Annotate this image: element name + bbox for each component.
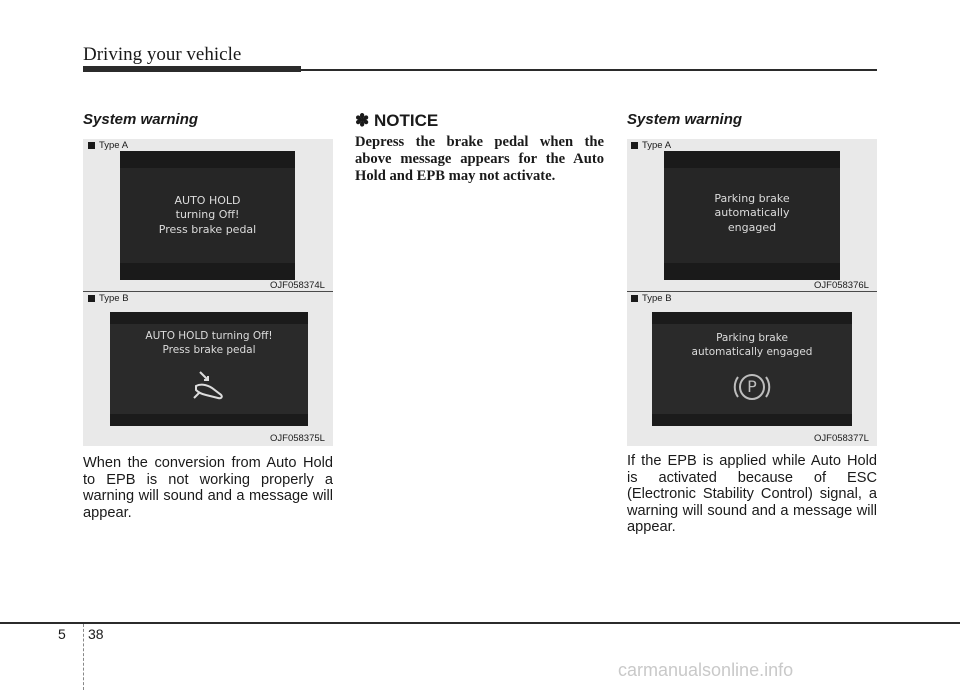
footer-rule xyxy=(0,622,960,624)
parking-brake-icon xyxy=(732,370,772,404)
right-body-paragraph: If the EPB is applied while Auto Hold is activated because of ESC (Electronic Stability Control) signal, a warning will sound and a message will appear. xyxy=(627,453,877,536)
left-section-heading: System warning xyxy=(83,111,199,128)
right-type-b-screen xyxy=(652,312,852,426)
screen-message: AUTO HOLD turning Off! Press brake pedal xyxy=(158,194,257,236)
left-type-a-screen xyxy=(120,151,295,280)
page-header-title: Driving your vehicle xyxy=(83,44,242,65)
right-type-a-code: OJF058376L xyxy=(814,280,869,291)
left-type-a-code: OJF058374L xyxy=(270,280,325,291)
screen-message: AUTO HOLD turning Off! Press brake pedal xyxy=(145,330,273,356)
header-rule-thin xyxy=(301,69,877,71)
left-body-paragraph: When the conversion from Auto Hold to EPB is not working properly a warning will sound and a message will appear. xyxy=(83,455,333,521)
bullet-square-icon xyxy=(88,142,95,149)
watermark: carmanualsonline.info xyxy=(618,660,794,680)
screen-message: Parking brake automatically engaged xyxy=(691,332,813,358)
notice-asterisk-icon: ✽ xyxy=(355,111,370,130)
notice-body: Depress the brake pedal when the above message appears for the Auto Hold and EPB may not activate. xyxy=(355,134,604,184)
footer-guide xyxy=(83,624,84,690)
left-type-b-code: OJF058375L xyxy=(270,433,325,444)
notice-heading: ✽ NOTICE xyxy=(355,111,439,130)
page-number: 38 xyxy=(88,626,104,642)
right-section-heading: System warning xyxy=(627,111,743,128)
bullet-square-icon xyxy=(88,295,95,302)
right-type-a-screen xyxy=(664,151,840,280)
right-type-a-label: Type A xyxy=(631,140,671,151)
right-type-b-code: OJF058377L xyxy=(814,433,869,444)
header-rule-thick xyxy=(83,66,301,72)
left-type-b-screen xyxy=(110,312,308,426)
bullet-square-icon xyxy=(631,142,638,149)
left-type-a-label: Type A xyxy=(88,140,128,151)
screen-message: Parking brake automatically engaged xyxy=(714,192,790,234)
figure-divider xyxy=(627,291,877,292)
foot-on-brake-pedal-icon xyxy=(190,368,230,404)
chapter-number: 5 xyxy=(58,626,66,642)
parking-brake-letter: P xyxy=(747,377,757,396)
figure-divider xyxy=(83,291,333,292)
bullet-square-icon xyxy=(631,295,638,302)
right-type-b-label: Type B xyxy=(631,293,672,304)
left-type-b-label: Type B xyxy=(88,293,129,304)
